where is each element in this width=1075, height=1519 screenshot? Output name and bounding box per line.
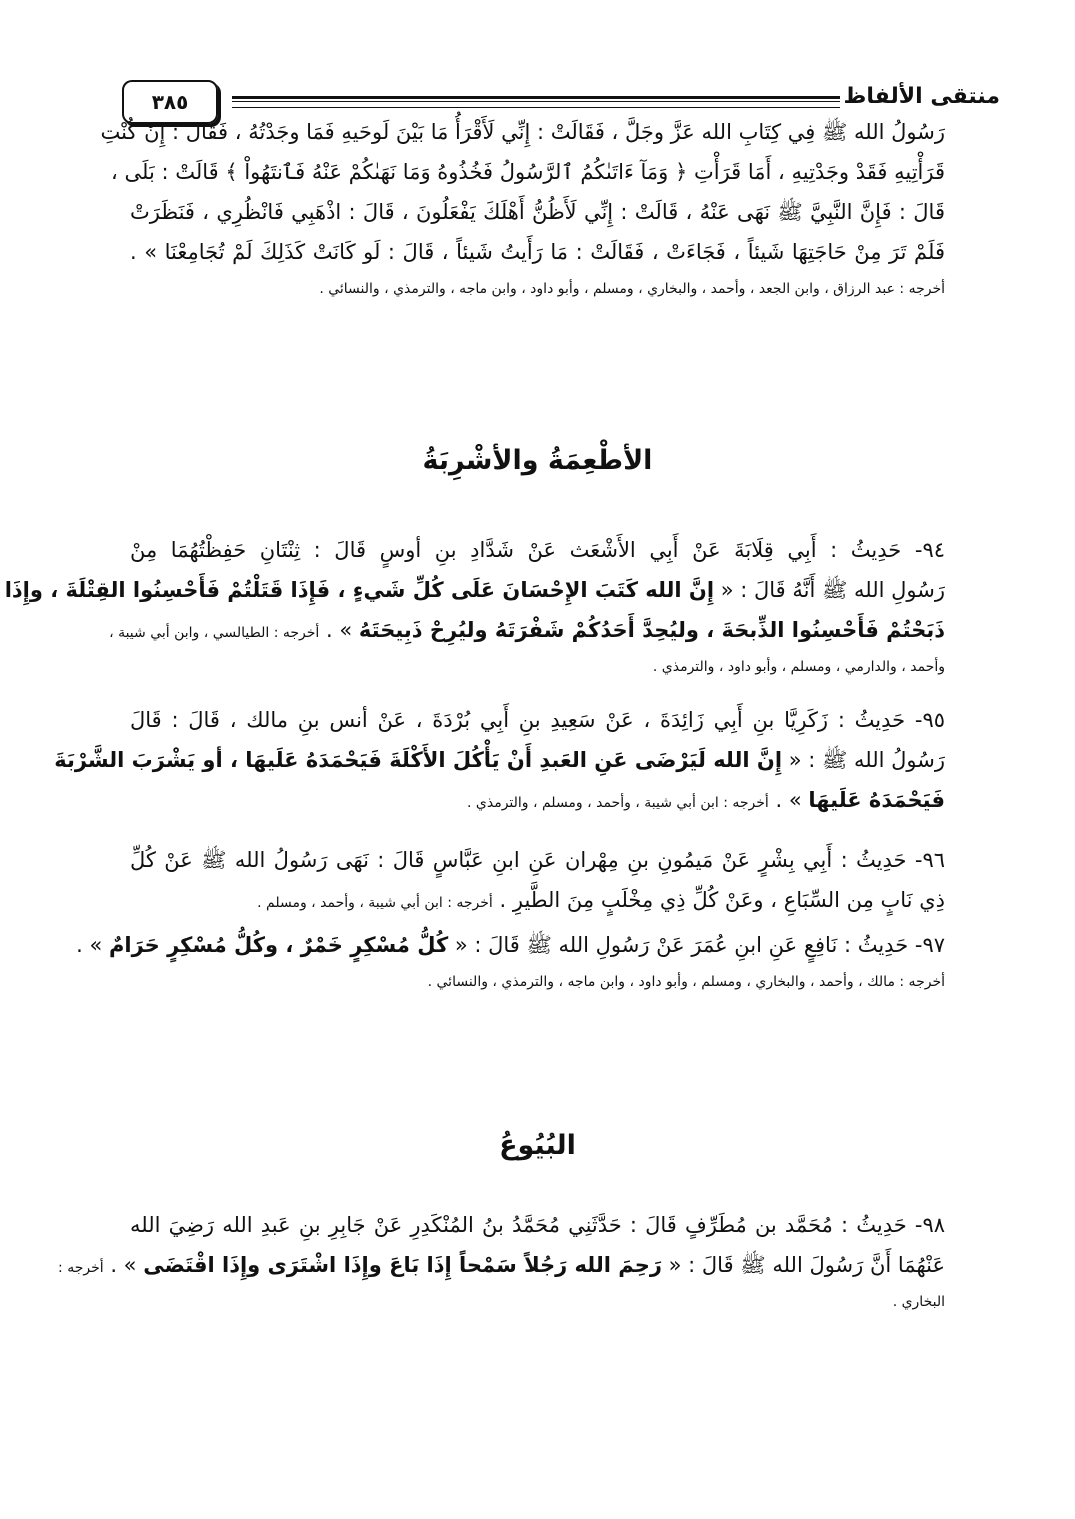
hadith-97 xyxy=(76,925,945,999)
hadith-94 xyxy=(4,530,945,684)
text-line xyxy=(111,152,945,192)
text-segment: ٩٧- حَدِيثُ : نَافِعٍ عَنِ ابنِ عُمَرَ عَنْ رَسُولِ الله ﷺ قَالَ : « xyxy=(448,933,945,957)
text-line xyxy=(130,272,945,306)
hadith-text-bold: رَحِمَ الله رَجُلاً سَمْحاً إِذَا بَاعَ وإِذَا اشْتَرَى وإِذَا اقْتَضَى xyxy=(143,1253,662,1277)
text-line xyxy=(76,925,945,965)
text-line xyxy=(130,1205,945,1245)
hadith-96 xyxy=(130,840,945,920)
hadith-98 xyxy=(58,1205,945,1319)
source-citation: أخرجه : xyxy=(58,1260,104,1276)
hadith-text-bold: فَيَحْمَدَهُ عَلَيهَا xyxy=(808,788,945,812)
source-citation: البخاري . xyxy=(892,1294,945,1310)
section-heading-sales: البُيُوعُ xyxy=(499,1130,576,1161)
text-line xyxy=(58,1245,945,1285)
text-segment: فَلَمْ تَرَ مِنْ حَاجَتِهَا شَيئاً ، فَجَاءَتْ ، فَقَالَتْ : مَا رَأَيتُ شَيئاً ، قَالَ : لَو كَانَتْ كَذَلِكَ لَمْ تُجَامِعْنَا » . xyxy=(130,240,945,264)
text-segment: » . xyxy=(768,788,809,812)
section-heading-food-drink: الأطْعِمَةُ والأشْرِبَةُ xyxy=(422,445,653,476)
header-divider xyxy=(232,96,840,108)
text-line xyxy=(130,780,945,820)
text-segment: » . xyxy=(319,618,359,642)
text-segment: عَنْهُمَا أَنَّ رَسُولَ الله ﷺ قَالَ : « xyxy=(661,1253,945,1277)
text-line xyxy=(130,192,945,232)
text-line xyxy=(130,1285,945,1319)
text-line xyxy=(130,232,945,272)
source-citation: أخرجه : الطيالسي ، وابن أبي شيبة ، xyxy=(109,625,320,641)
text-segment: ٩٦- حَدِيثُ : أَبِي بِشْرٍ عَنْ مَيمُونِ بنِ مِهْران عَنِ ابنِ عَبَّاسٍ قَالَ : نَهَى رَسُولُ الله ﷺ عَنْ كُلِّ xyxy=(130,848,945,872)
source-citation: أخرجه : ابن أبي شيبة ، وأحمد ، ومسلم ، والترمذي . xyxy=(467,795,769,811)
text-segment: ٩٤- حَدِيثُ : أَبِي قِلَابَةَ عَنْ أَبِي الأَشْعَث عَنْ شَدَّادِ بنِ أوسٍ قَالَ : ثِنْتَانِ حَفِظْتُهُمَا مِنْ xyxy=(130,538,945,562)
text-line xyxy=(4,570,945,610)
hadith-text-bold: كُلُّ مُسْكِرٍ خَمْرٌ ، وكُلُّ مُسْكِرٍ حَرَامٌ xyxy=(109,933,449,957)
text-segment: قَالَ : فَإِنَّ النَّبِيَّ ﷺ نَهَى عَنْهُ ، قَالَتْ : إِنِّي لَأَظُنُّ أَهْلَكَ يَفْعَلُونَ ، قَالَ : اذْهَبِي فَانْظُرِي ، فَنَظَرَتْ xyxy=(130,200,945,224)
text-segment: رَسُولِ الله ﷺ أَنَّهُ قَالَ : « xyxy=(714,578,945,602)
source-citation: أخرجه : ابن أبي شيبة ، وأحمد ، ومسلم . xyxy=(257,895,493,911)
text-line xyxy=(130,880,945,920)
text-line xyxy=(130,530,945,570)
page-number: ٣٨٥ xyxy=(122,80,218,124)
text-segment: » . xyxy=(76,933,109,957)
text-segment: » . xyxy=(103,1253,144,1277)
text-segment: ٩٨- حَدِيثُ : مُحَمَّد بن مُطَرِّفٍ قَالَ : حَدَّثَنِي مُحَمَّدُ بنُ المُنْكَدِرِ عَنْ جَابِرِ بنِ عَبدِ الله رَضِيَ الله xyxy=(130,1213,945,1237)
text-line xyxy=(54,740,945,780)
book-title: منتقى الألفاظ xyxy=(843,84,1000,109)
hadith-text-bold: إِنَّ الله لَيَرْضَى عَنِ العَبدِ أَنْ يَأْكُلَ الأَكْلَةَ فَيَحْمَدَهُ عَلَيهَا ، أو يَشْرَبَ الشَّرْبَةَ xyxy=(54,748,783,772)
source-citation: أخرجه : مالك ، وأحمد ، والبخاري ، ومسلم ، وأبو داود ، وابن ماجه ، والترمذي ، والنسائي . xyxy=(427,974,945,990)
text-line xyxy=(130,650,945,684)
hadith-text-bold: إِنَّ الله كَتَبَ الإِحْسَانَ عَلَى كُلِّ شَيءٍ ، فَإِذَا قَتَلْتُمْ فَأَحْسِنُوا القِتْلَةَ ، وإِذَا xyxy=(4,578,715,602)
text-segment: قَرَأْتِيهِ فَقَدْ وجَدْتِيهِ ، أَمَا قَرَأْتِ ﴿ وَمَآ ءَاتَىٰكُمُ ٱلرَّسُولُ فَخُذُوهُ وَمَا نَهَىٰكُمْ عَنْهُ فَٱنتَهُواْ ﴾ قَالَتْ : بَلَى ، xyxy=(111,160,945,184)
text-line xyxy=(109,610,945,650)
text-line xyxy=(130,700,945,740)
text-line xyxy=(130,840,945,880)
source-citation: وأحمد ، والدارمي ، ومسلم ، وأبو داود ، والترمذي . xyxy=(652,659,945,675)
hadith-95 xyxy=(54,700,945,820)
text-line xyxy=(100,112,945,152)
paragraph-continuation xyxy=(100,112,945,306)
text-segment: رَسُولُ الله ﷺ : « xyxy=(782,748,945,772)
source-citation: أخرجه : عبد الرزاق ، وابن الجعد ، وأحمد ، والبخاري ، ومسلم ، وأبو داود ، وابن ماجه ، والترمذي ، والنسائي . xyxy=(319,281,945,297)
text-line xyxy=(130,965,945,999)
text-segment: ذِي نَابٍ مِن السِّبَاعِ ، وعَنْ كُلِّ ذِي مِخْلَبٍ مِنَ الطَّيرِ . xyxy=(492,888,945,912)
text-segment: ٩٥- حَدِيثُ : زَكَرِيَّا بنِ أَبِي زَائِدَةَ ، عَنْ سَعِيدِ بنِ أَبِي بُرْدَةَ ، عَنْ أنس بنِ مالك ، قَالَ : قَالَ xyxy=(130,708,945,732)
hadith-text-bold: ذَبَحْتُمْ فَأَحْسِنُوا الذِّبحَةَ ، وليُحِدَّ أَحَدُكُمْ شَفْرَتَهُ وليُرِحْ ذَبِيحَتَهُ xyxy=(358,618,945,642)
text-segment: رَسُولُ الله ﷺ فِي كِتَابِ الله عَزَّ وجَلَّ ، فَقَالَتْ : إِنِّي لَأَقْرَأُ مَا بَيْنَ لَوحَيهِ فَمَا وجَدْتُهُ ، فَقَالَ : إِنْ كُنْتِ xyxy=(100,120,945,144)
